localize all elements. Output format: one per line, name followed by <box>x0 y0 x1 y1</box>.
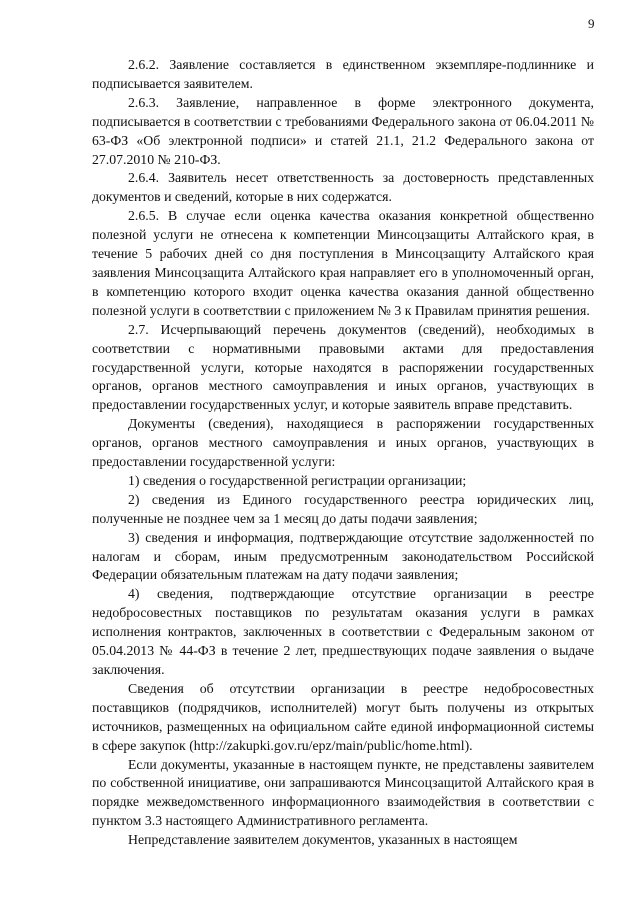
paragraph-2-7: 2.7. Исчерпывающий перечень документов (сведений), необходимых в соответствии с нормативными правовыми актами для предоставления государственной услуги, которые находятся в распоряжении государственных органов, органов местного самоуправления и иных органов, участвующих в предоставлении государственных услуг, и которые заявитель вправе представить. <box>92 321 594 413</box>
list-item-2: 2) сведения из Единого государственного реестра юридических лиц, полученные не позднее чем за 1 месяц до даты подачи заявления; <box>92 491 594 526</box>
paragraph-2-6-3: 2.6.3. Заявление, направленное в форме электронного документа, подписывается в соответствии с требованиями Федерального закона от 06.04.2011 № 63-ФЗ «Об электронной подписи» и статей 21.1, 21.2 Федерального закона от 27.07.2010 № 210-ФЗ. <box>92 94 594 167</box>
list-item-4: 4) сведения, подтверждающие отсутствие организации в реестре недобросовестных поставщиков по результатам оказания услуги в рамках исполнения контрактов, заключенных в соответствии с Федеральным законом от 05.04.2013 № 44-ФЗ в течение 2 лет, предшествующих подаче заявления о выдаче заключения. <box>92 586 594 677</box>
paragraph-non-submission: Непредставление заявителем документов, указанных в настоящем <box>128 832 518 848</box>
document-body <box>92 56 594 850</box>
paragraph-interagency-request: Если документы, указанные в настоящем пункте, не представлены заявителем по собственной инициативе, они запрашиваются Минсоцзащитой Алтайского края в порядке межведомственного информационного взаимодействия в соответствии с пунктом 3.3 настоящего Административного регламента. <box>92 756 594 829</box>
paragraph-2-6-4: 2.6.4. Заявитель несет ответственность за достоверность представленных документов и сведений, которые в них содержатся. <box>92 170 594 205</box>
paragraph-2-6-5: 2.6.5. В случае если оценка качества оказания конкретной общественно полезной услуги не отнесена к компетенции Минсоцзащиты Алтайского края, в течение 5 рабочих дней со дня поступления в Минсоцзащиту Алтайского края заявления Минсоцзащита Алтайского края направляет его в уполномоченный орган, в компетенцию которого входит оценка качества оказания данной общественно полезной услуги в соответствии с приложением № 3 к Правилам принятия решения. <box>92 208 594 318</box>
paragraph-registry-info: Сведения об отсутствии организации в реестре недобросовестных поставщиков (подрядчиков, исполнителей) могут быть получены из открытых источников, размещенных на официальном сайте единой информационной системы в сфере закупок (http://zakupki.gov.ru/epz/main/public/home.html). <box>92 680 594 753</box>
list-item-1: 1) сведения о государственной регистрации организации; <box>128 472 467 488</box>
list-item-3: 3) сведения и информация, подтверждающие отсутствие задолженностей по налогам и сборам, иным предусмотренным законодательством Российской Федерации обязательным платежам на дату подачи заявления; <box>92 529 594 583</box>
paragraph-documents-intro: Документы (сведения), находящиеся в распоряжении государственных органов, органов местного самоуправления и иных органов, участвующих в предоставлении государственной услуги: <box>92 416 594 470</box>
page-number: 9 <box>588 16 595 31</box>
paragraph-2-6-2: 2.6.2. Заявление составляется в единственном экземпляре-подлиннике и подписывается заявителем. <box>92 57 594 91</box>
